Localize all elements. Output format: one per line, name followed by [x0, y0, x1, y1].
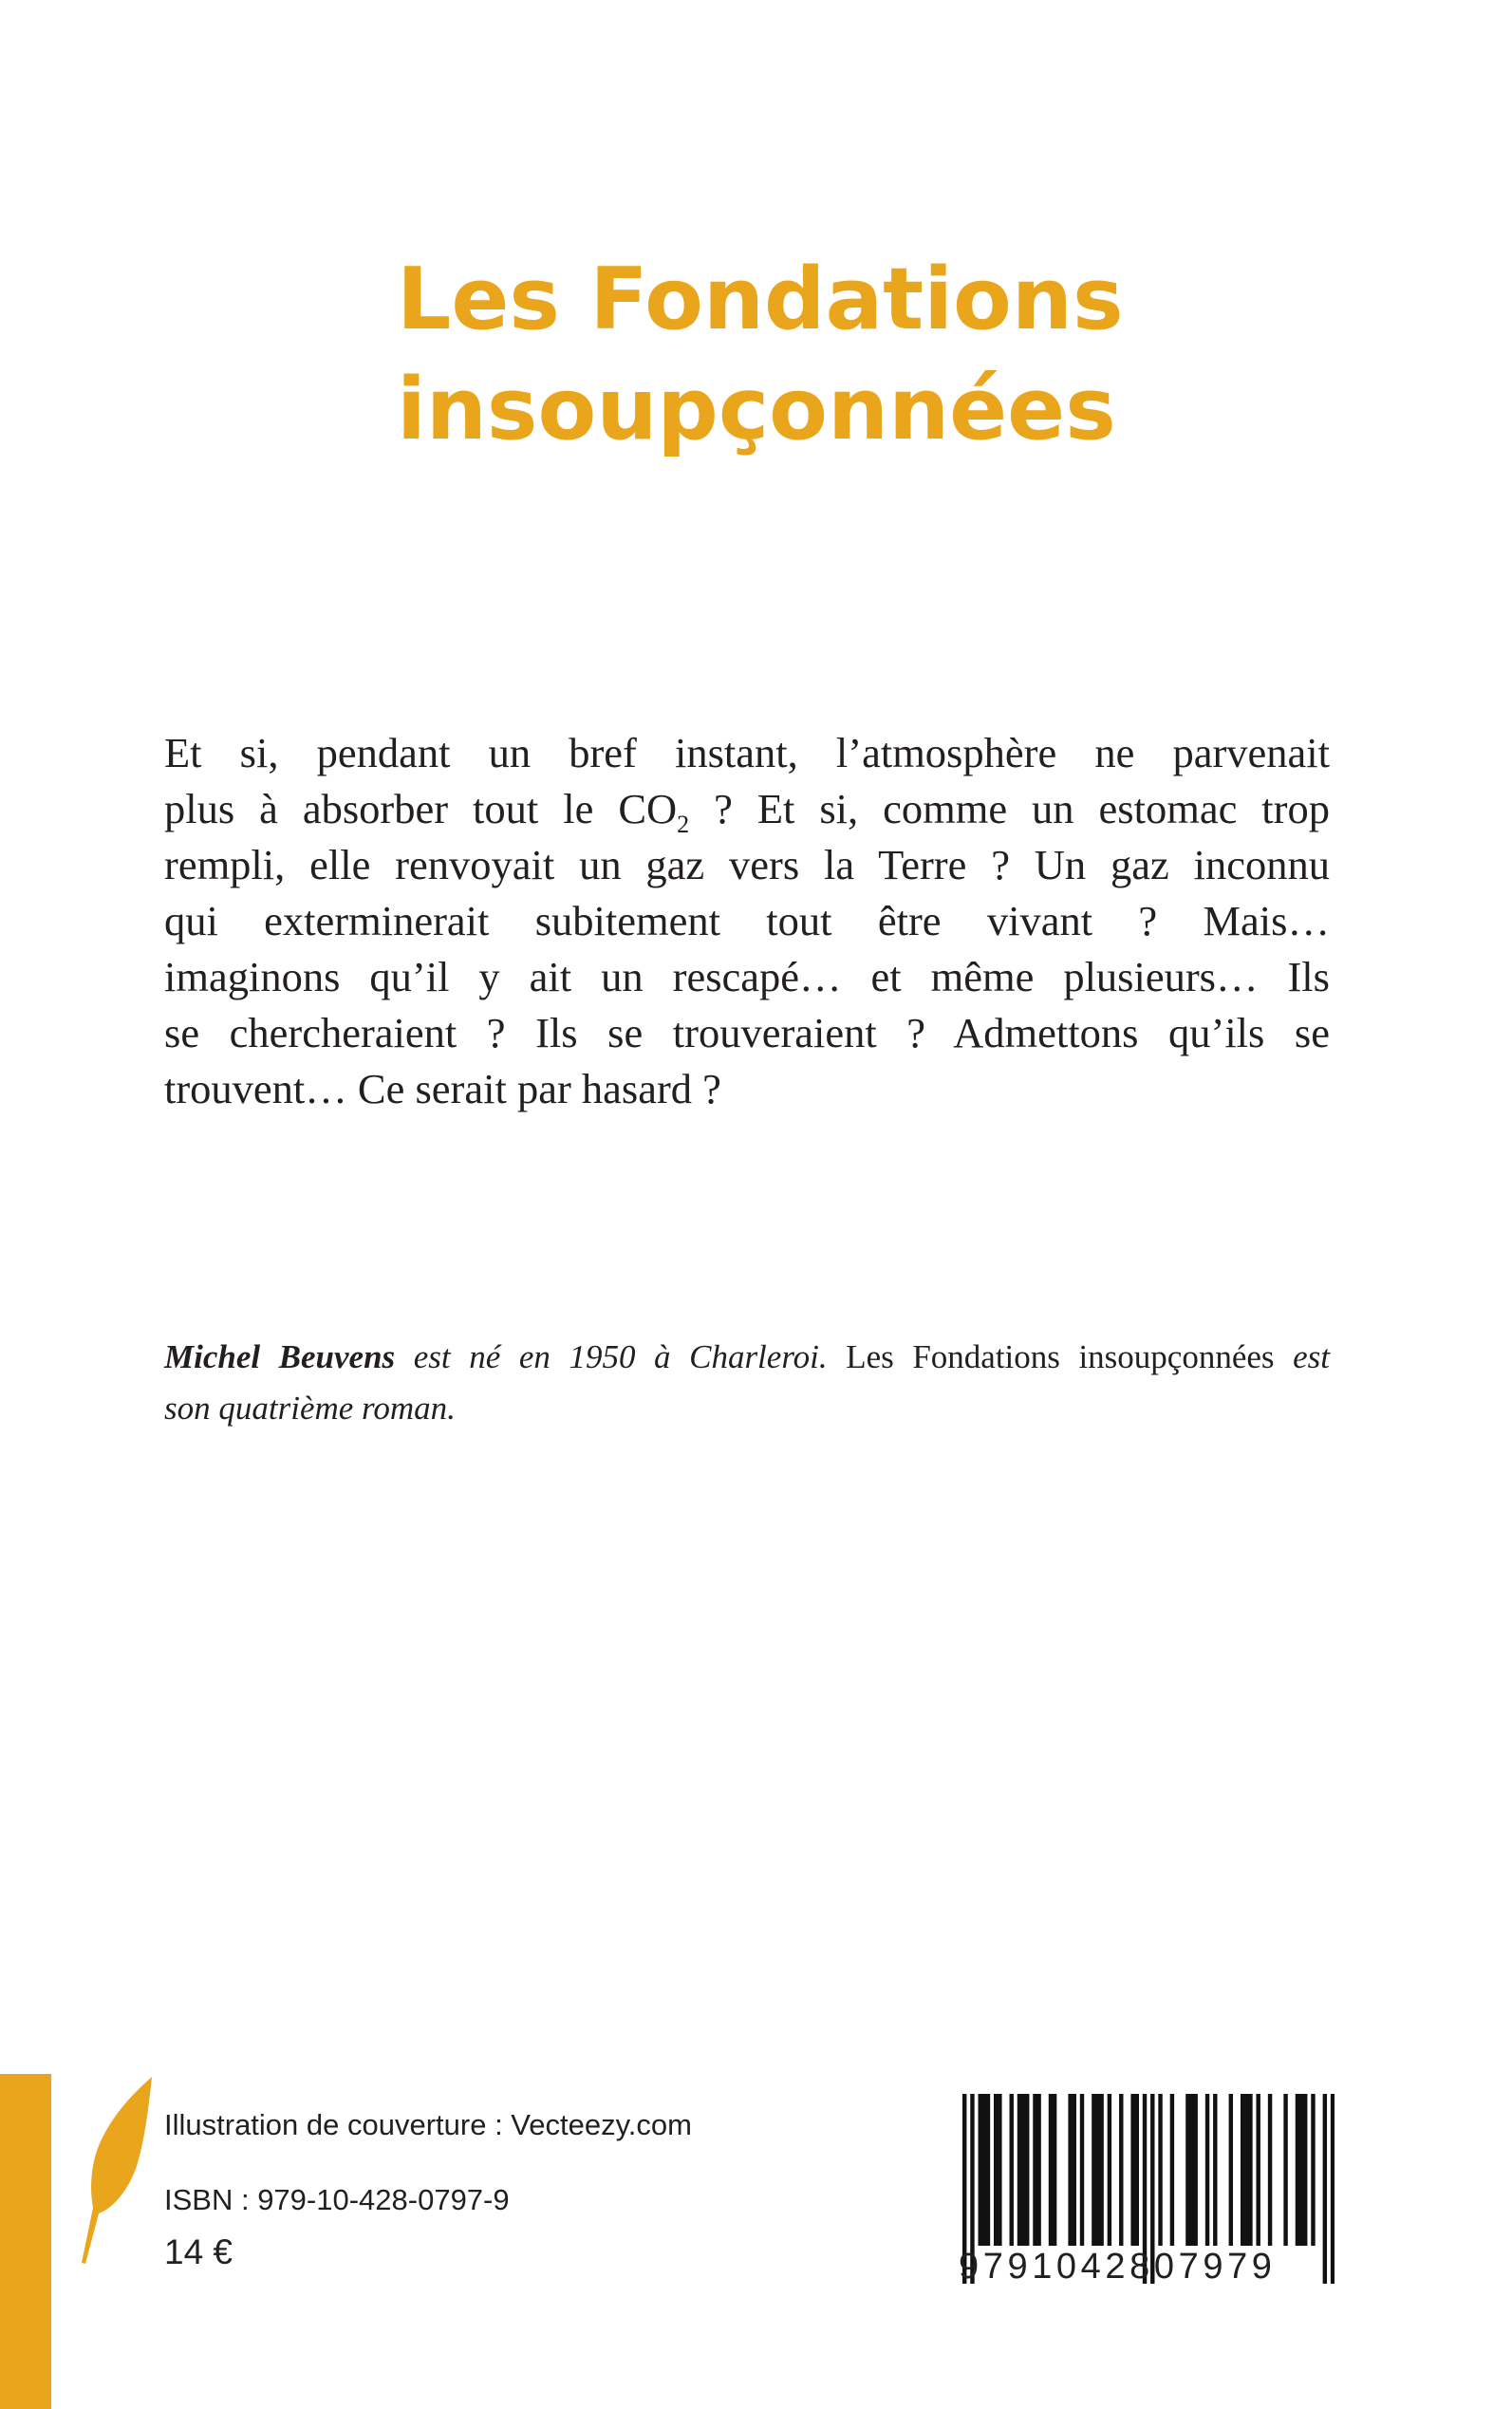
subscript-two: 2 — [677, 811, 690, 838]
feather-icon — [80, 2075, 154, 2265]
barcode-bar — [1170, 2094, 1174, 2246]
barcode-bar — [1189, 2094, 1193, 2246]
barcode-bar — [1099, 2094, 1103, 2246]
barcode-bar — [1213, 2094, 1217, 2246]
blurb-text: plus à absorber tout le CO — [164, 785, 678, 832]
blurb-line — [164, 781, 1330, 837]
barcode-bar — [1033, 2094, 1036, 2246]
barcode-bar — [1073, 2094, 1076, 2246]
barcode-bar — [1095, 2094, 1099, 2246]
barcode-bar — [1017, 2094, 1021, 2246]
isbn-text: ISBN : 979-10-428-0797-9 — [164, 2183, 510, 2216]
title-line-2: insoupçonnées — [397, 360, 1116, 459]
cover-credit: Illustration de couverture : Vecteezy.com — [164, 2108, 692, 2141]
blurb-line: qui exterminerait subitement tout être vivant ? Mais… — [164, 897, 1330, 944]
book-title — [397, 245, 1251, 465]
bio-book-title: Les Fondations insoupçonnées — [846, 1338, 1275, 1375]
barcode-bar — [1092, 2094, 1095, 2246]
bio-text: est — [1274, 1338, 1330, 1375]
barcode-bar — [1158, 2094, 1162, 2246]
barcode-bar — [1036, 2094, 1040, 2246]
barcode-bar — [1311, 2094, 1315, 2246]
barcode-bar — [1244, 2094, 1248, 2246]
barcode-bar — [1256, 2094, 1260, 2246]
barcode-bar — [1229, 2094, 1233, 2246]
bio-line: son quatrième roman. — [164, 1390, 456, 1427]
barcode-bar — [1205, 2094, 1209, 2246]
barcode-bar — [1119, 2094, 1123, 2246]
barcode-bar — [1193, 2094, 1197, 2246]
barcode-bar — [1248, 2094, 1252, 2246]
barcode-bar — [979, 2094, 982, 2246]
barcode-bar — [1135, 2094, 1139, 2246]
barcode-bar — [1108, 2094, 1111, 2246]
blurb-text: ? Et si, comme un estomac trop — [689, 785, 1330, 832]
author-bio — [164, 1332, 1330, 1434]
author-name: Michel Beuvens — [164, 1338, 396, 1375]
barcode-bar — [1053, 2094, 1056, 2246]
barcode-number: 9791042807979 — [959, 2247, 1277, 2287]
barcode-bar — [1283, 2094, 1287, 2246]
barcode-bar — [1185, 2094, 1189, 2246]
barcode-bar — [1268, 2094, 1272, 2246]
barcode-bar — [1299, 2094, 1303, 2246]
blurb-line: rempli, elle renvoyait un gaz vers la Terre ? Un gaz inconnu — [164, 841, 1330, 888]
barcode-bar — [1130, 2094, 1134, 2246]
blurb-line: Et si, pendant un bref instant, l’atmosphère ne parvenait — [164, 729, 1330, 776]
barcode-bar — [1025, 2094, 1029, 2246]
barcode-bar — [1010, 2094, 1014, 2246]
barcode-bar — [1303, 2094, 1307, 2246]
bio-line — [164, 1332, 1330, 1383]
blurb-line: se chercheraient ? Ils se trouveraient ? Admettons qu’ils se — [164, 1009, 1330, 1056]
barcode-bar — [1021, 2094, 1025, 2246]
barcode-bar — [998, 2094, 1001, 2246]
barcode-bar — [1068, 2094, 1072, 2246]
barcode-bar — [986, 2094, 990, 2246]
barcode-bar — [1241, 2094, 1244, 2246]
accent-band — [0, 2074, 51, 2409]
barcode-bar — [1296, 2094, 1299, 2246]
blurb-line: imaginons qu’il y ait un rescapé… et même plusieurs… Ils — [164, 953, 1330, 1000]
barcode-bar — [1080, 2094, 1084, 2246]
barcode-bar — [982, 2094, 986, 2246]
price-text: 14 € — [164, 2232, 233, 2271]
bio-text: est né en 1950 à Charleroi. — [395, 1338, 847, 1375]
title-line-1: Les Fondations — [397, 250, 1124, 349]
blurb-line: trouvent… Ce serait par hasard ? — [164, 1065, 721, 1112]
blurb-paragraph — [164, 725, 1330, 1117]
barcode-bar — [994, 2094, 998, 2246]
barcode-bar — [1049, 2094, 1053, 2246]
